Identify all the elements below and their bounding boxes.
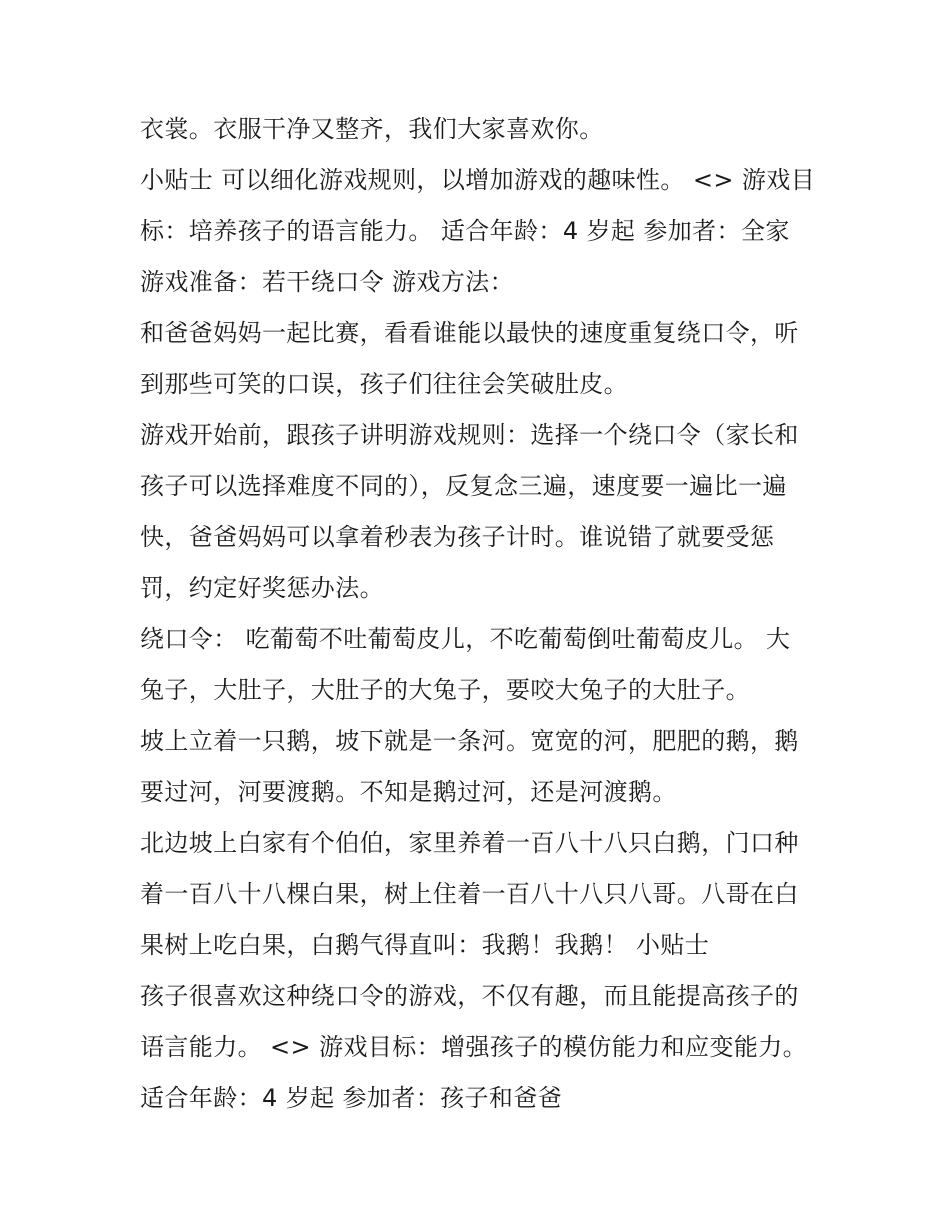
text-line: 要过河，河要渡鹅。不知是鹅过河，还是河渡鹅。: [140, 778, 677, 806]
text-line: 兔子，大肚子，大肚子的大兔子，要咬大兔子的大肚子。: [140, 676, 750, 704]
text-line: 游戏准备：若干绕口令 游戏方法：: [140, 268, 515, 296]
text-line: 孩子很喜欢这种绕口令的游戏，不仅有趣，而且能提高孩子的: [140, 982, 799, 1010]
text-line: 着一百八十八棵白果，树上住着一百八十八只八哥。八哥在白: [140, 880, 799, 908]
text-line: 适合年龄：4 岁起 参加者：孩子和爸爸: [140, 1084, 563, 1112]
text-line: 到那些可笑的口误，孩子们往往会笑破肚皮。: [140, 370, 628, 398]
text-line: 罚，约定好奖惩办法。: [140, 574, 384, 602]
text-line: 语言能力。 <> 游戏目标：增强孩子的模仿能力和应变能力。: [140, 1033, 808, 1061]
text-line: 游戏开始前，跟孩子讲明游戏规则：选择一个绕口令（家长和: [140, 421, 799, 449]
text-line: 快，爸爸妈妈可以拿着秒表为孩子计时。谁说错了就要受惩: [140, 523, 775, 551]
document-page: [140, 104, 830, 1124]
text-line: 绕口令： 吃葡萄不吐葡萄皮儿，不吃葡萄倒吐葡萄皮儿。 大: [140, 625, 791, 653]
text-line: 和爸爸妈妈一起比赛，看看谁能以最快的速度重复绕口令，听: [140, 319, 799, 347]
text-line: 小贴士 可以细化游戏规则，以增加游戏的趣味性。 <> 游戏目: [140, 166, 816, 194]
text-line: 北边坡上白家有个伯伯，家里养着一百八十八只白鹅，门口种: [140, 829, 799, 857]
text-line: 果树上吃白果，白鹅气得直叫：我鹅！我鹅！ 小贴士: [140, 931, 710, 959]
text-line: 衣裳。衣服干净又整齐，我们大家喜欢你。: [140, 115, 604, 143]
text-line: 标：培养孩子的语言能力。 适合年龄：4 岁起 参加者：全家: [140, 217, 790, 245]
text-line: 孩子可以选择难度不同的），反复念三遍，速度要一遍比一遍: [140, 472, 787, 500]
text-line: 坡上立着一只鹅，坡下就是一条河。宽宽的河，肥肥的鹅，鹅: [140, 727, 799, 755]
